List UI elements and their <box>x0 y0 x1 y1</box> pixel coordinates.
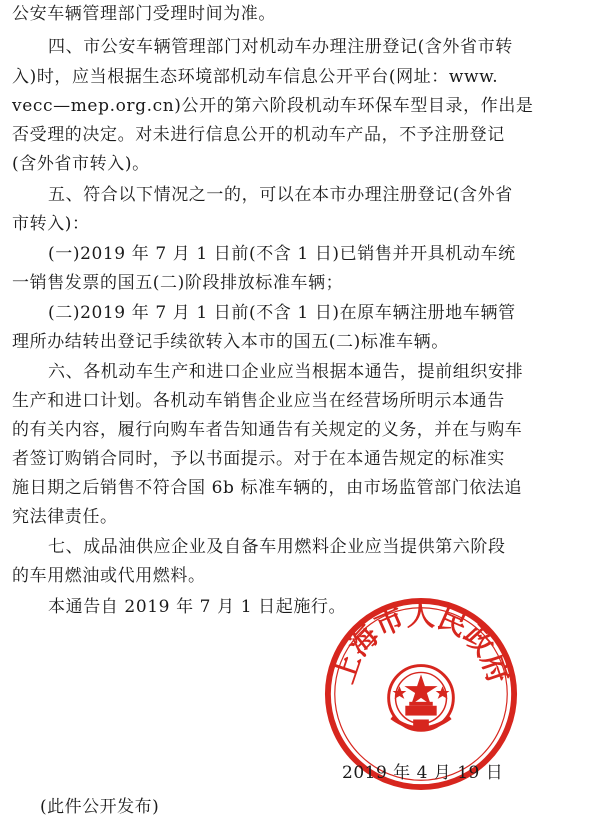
text-line-16: 者签订购销合同时，予以书面提示。对于在本通告规定的标准实 <box>12 449 505 469</box>
text-line-17: 施日期之后销售不符合国 6b 标准车辆的，由市场监管部门依法追 <box>12 478 523 498</box>
text-line-13: 六、各机动车生产和进口企业应当根据本通告，提前组织安排 <box>48 362 524 382</box>
text-line-2: 四、市公安车辆管理部门对机动车办理注册登记(含外省市转 <box>48 37 513 57</box>
text-line-10: 一销售发票的国五(二)阶段排放标准车辆； <box>12 273 344 293</box>
text-line-9: (一)2019 年 7 月 1 日前(不含 1 日)已销售并开具机动车统 <box>48 244 516 264</box>
text-line-6: (含外省市转入)。 <box>12 154 150 174</box>
text-line-14: 生产和进口计划。各机动车销售企业应当在经营场所明示本通告 <box>12 391 505 411</box>
issue-date: 2019 年 4 月 19 日 <box>342 763 504 783</box>
text-line-1: 公安车辆管理部门受理时间为准。 <box>12 4 276 24</box>
text-line-11: (二)2019 年 7 月 1 日前(不含 1 日)在原车辆注册地车辆管 <box>48 303 516 323</box>
text-line-4: vecc—mep.org.cn)公开的第六阶段机动车环保车型目录，作出是 <box>12 96 534 116</box>
svg-text:上海市人民政府: 上海市人民政府 <box>325 598 517 688</box>
text-line-8: 市转入)： <box>12 214 90 234</box>
text-line-21: 本通告自 2019 年 7 月 1 日起施行。 <box>48 597 347 617</box>
release-note: (此件公开发布) <box>40 797 160 817</box>
text-line-7: 五、符合以下情况之一的，可以在本市办理注册登记(含外省 <box>48 185 513 205</box>
text-line-18: 究法律责任。 <box>12 507 118 527</box>
text-line-5: 否受理的决定。对未进行信息公开的机动车产品，不予注册登记 <box>12 125 505 145</box>
text-line-12: 理所办结转出登记手续欲转入本市的国五(二)标准车辆。 <box>12 332 449 352</box>
text-line-20: 的车用燃油或代用燃料。 <box>12 566 206 586</box>
text-line-15: 的有关内容，履行向购车者告知通告有关规定的义务，并在与购车 <box>12 420 523 440</box>
national-emblem-icon <box>389 666 454 731</box>
text-line-19: 七、成品油供应企业及自备车用燃料企业应当提供第六阶段 <box>48 537 506 557</box>
text-line-3: 入)时，应当根据生态环境部机动车信息公开平台(网址：www. <box>12 67 499 87</box>
